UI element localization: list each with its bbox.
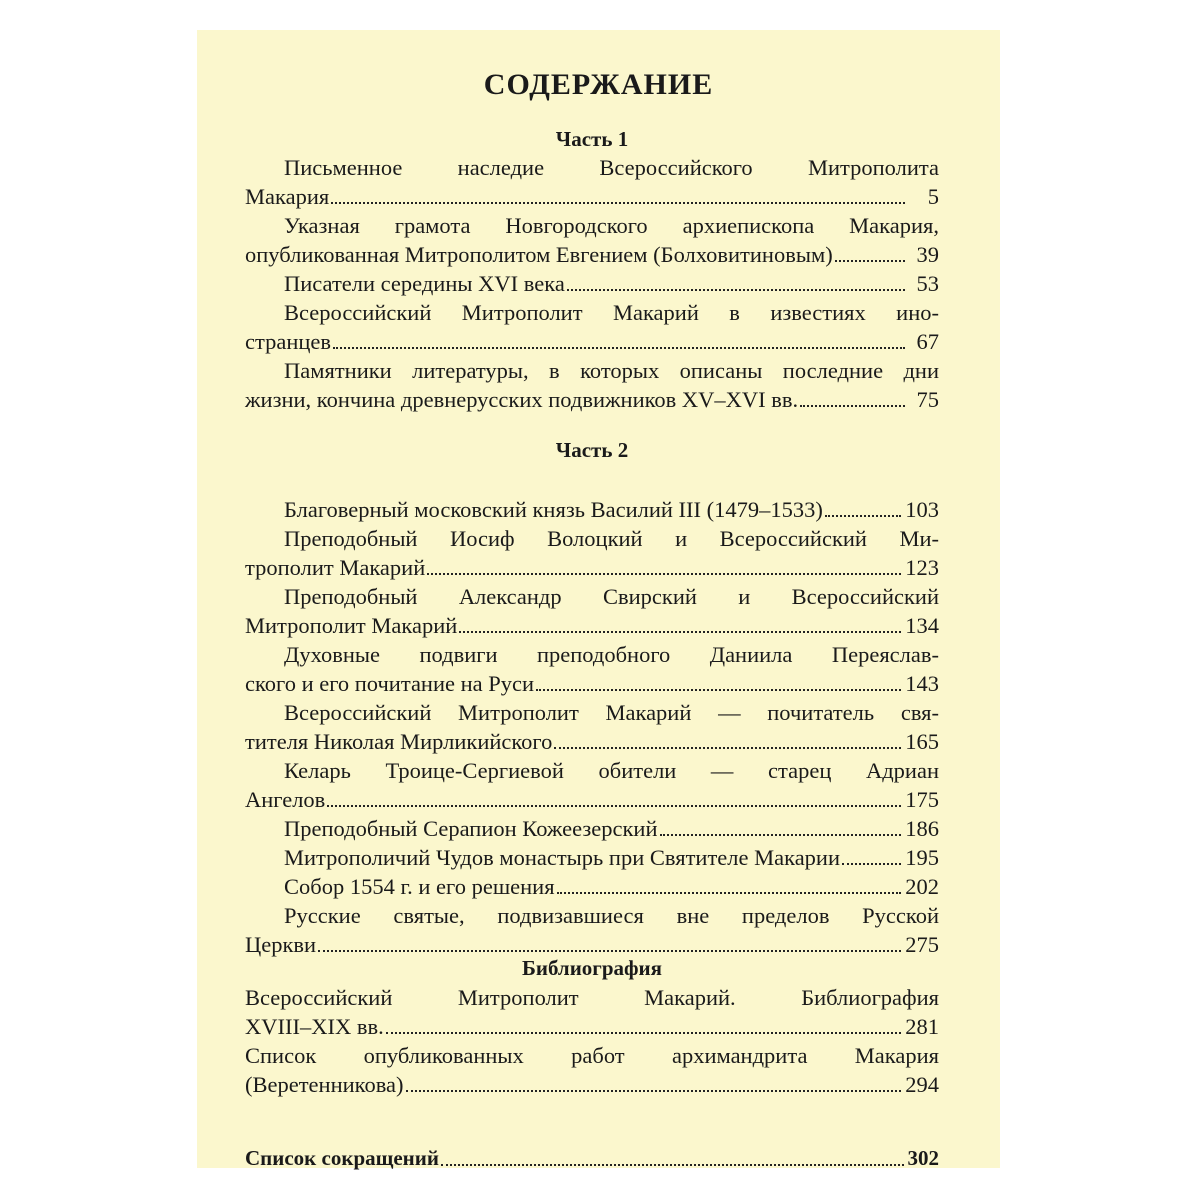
dot-leader — [386, 1031, 902, 1034]
toc-entry-line[interactable] — [245, 785, 939, 814]
toc-entry-line[interactable]: Преподобный Александр Свирский и Всероссийский — [284, 584, 939, 609]
dot-leader — [567, 288, 905, 291]
dot-leader — [557, 891, 902, 894]
toc-entry-title: ского и его почитание на Руси — [245, 671, 535, 696]
toc-entry-title: Собор 1554 г. и его решения — [284, 874, 555, 899]
toc-entry-page: 103 — [905, 497, 939, 522]
dot-leader — [800, 404, 905, 407]
toc-entry-page: 53 — [916, 271, 939, 296]
toc-entry-line[interactable] — [245, 1070, 939, 1099]
toc-entry-page: 294 — [905, 1072, 939, 1097]
toc-entry-line[interactable]: Духовные подвиги преподобного Даниила Переяслав- — [284, 642, 939, 667]
toc-entry-line[interactable]: Всероссийский Митрополит Макарий в известиях ино- — [284, 300, 939, 325]
dot-leader — [441, 1163, 904, 1166]
toc-entry-page: 186 — [905, 816, 939, 841]
toc-entry-page: 75 — [916, 387, 939, 412]
toc-entry-title: Макария — [245, 184, 330, 209]
toc-entry-page: 195 — [905, 845, 939, 870]
abbreviations-page: 302 — [907, 1146, 939, 1170]
toc-entry-page: 143 — [905, 671, 939, 696]
toc-entry-title: Благоверный московский князь Василий III (1479–1533) — [284, 497, 823, 522]
toc-entry-line[interactable] — [245, 1012, 939, 1041]
dot-leader — [835, 259, 905, 262]
toc-entry-line[interactable]: Келарь Троице-Сергиевой обители — старец Адриан — [284, 758, 939, 783]
toc-entry-line[interactable] — [245, 240, 939, 269]
toc-entry-page: 67 — [916, 329, 939, 354]
dot-leader — [427, 572, 901, 575]
toc-entry-line[interactable] — [245, 727, 939, 756]
toc-entry-title: Писатели середины XVI века — [284, 271, 565, 296]
toc-entry-line[interactable] — [245, 930, 939, 959]
part2-heading: Часть 2 — [555, 438, 629, 462]
toc-entry-title: жизни, кончина древнерусских подвижников XV–XVI вв. — [245, 387, 799, 412]
toc-entry-page: 275 — [905, 932, 939, 957]
toc-entry-title: опубликованная Митрополитом Евгением (Болховитиновым) — [245, 242, 833, 267]
toc-entry-line[interactable]: Русские святые, подвизавшиеся вне пределов Русской — [284, 903, 939, 928]
toc-entry-page: 175 — [905, 787, 939, 812]
dot-leader — [318, 949, 901, 952]
toc-entry-line[interactable] — [245, 327, 939, 356]
toc-entry-page: 134 — [905, 613, 939, 638]
toc-entry-title: Митрополит Макарий — [245, 613, 458, 638]
dot-leader — [842, 862, 901, 865]
toc-entry-title: Митрополичий Чудов монастырь при Святителе Макарии — [284, 845, 841, 870]
abbreviations-label: Список сокращений — [245, 1146, 439, 1170]
bibliography-heading: Библиография — [521, 956, 663, 980]
page-title: СОДЕРЖАНИЕ — [483, 68, 714, 101]
toc-entry-page: 123 — [905, 555, 939, 580]
toc-entry-line[interactable] — [245, 269, 939, 298]
toc-entry-title: трополит Макарий — [245, 555, 426, 580]
toc-entry-line[interactable] — [245, 872, 939, 901]
toc-entry-line[interactable] — [245, 182, 939, 211]
dot-leader — [333, 346, 905, 349]
dot-leader — [406, 1089, 902, 1092]
toc-entry-line[interactable]: Преподобный Иосиф Волоцкий и Всероссийский Ми- — [284, 526, 939, 551]
toc-entry-title: странцев — [245, 329, 332, 354]
toc-entry-title: Ангелов — [245, 787, 326, 812]
toc-entry-title: Преподобный Серапион Кожеезерский — [284, 816, 658, 841]
toc-entry-title: Церкви — [245, 932, 317, 957]
toc-entry-title: XVIII–XIX вв. — [245, 1014, 384, 1039]
toc-entry-line[interactable] — [245, 553, 939, 582]
dot-leader — [327, 804, 901, 807]
toc-entry-line[interactable]: Указная грамота Новгородского архиепископа Макария, — [284, 213, 939, 238]
dot-leader — [554, 746, 901, 749]
toc-entry-line[interactable]: Список опубликованных работ архимандрита Макария — [245, 1043, 939, 1068]
abbreviations-entry[interactable] — [245, 1144, 939, 1173]
book-page — [197, 30, 1000, 1168]
part1-heading: Часть 1 — [555, 127, 629, 151]
dot-leader — [459, 630, 901, 633]
toc-entry-page: 281 — [905, 1014, 939, 1039]
toc-entry-page: 202 — [905, 874, 939, 899]
toc-entry-line[interactable]: Всероссийский Митрополит Макарий. Библиография — [245, 985, 939, 1010]
toc-entry-title: тителя Николая Мирликийского — [245, 729, 553, 754]
toc-entry-page: 39 — [916, 242, 939, 267]
toc-entry-line[interactable] — [245, 669, 939, 698]
toc-entry-line[interactable]: Всероссийский Митрополит Макарий — почитатель свя- — [284, 700, 939, 725]
toc-entry-page: 5 — [927, 184, 939, 209]
toc-entry-page: 165 — [905, 729, 939, 754]
dot-leader — [536, 688, 901, 691]
toc-entry-line[interactable] — [245, 495, 939, 524]
dot-leader — [660, 833, 902, 836]
toc-entry-line[interactable]: Письменное наследие Всероссийского Митрополита — [284, 155, 939, 180]
toc-entry-line[interactable] — [245, 843, 939, 872]
toc-entry-line[interactable] — [245, 814, 939, 843]
dot-leader — [331, 201, 905, 204]
toc-entry-title: (Веретенникова) — [245, 1072, 404, 1097]
toc-entry-line[interactable] — [245, 385, 939, 414]
dot-leader — [825, 514, 901, 517]
toc-entry-line[interactable]: Памятники литературы, в которых описаны последние дни — [284, 358, 939, 383]
toc-entry-line[interactable] — [245, 611, 939, 640]
